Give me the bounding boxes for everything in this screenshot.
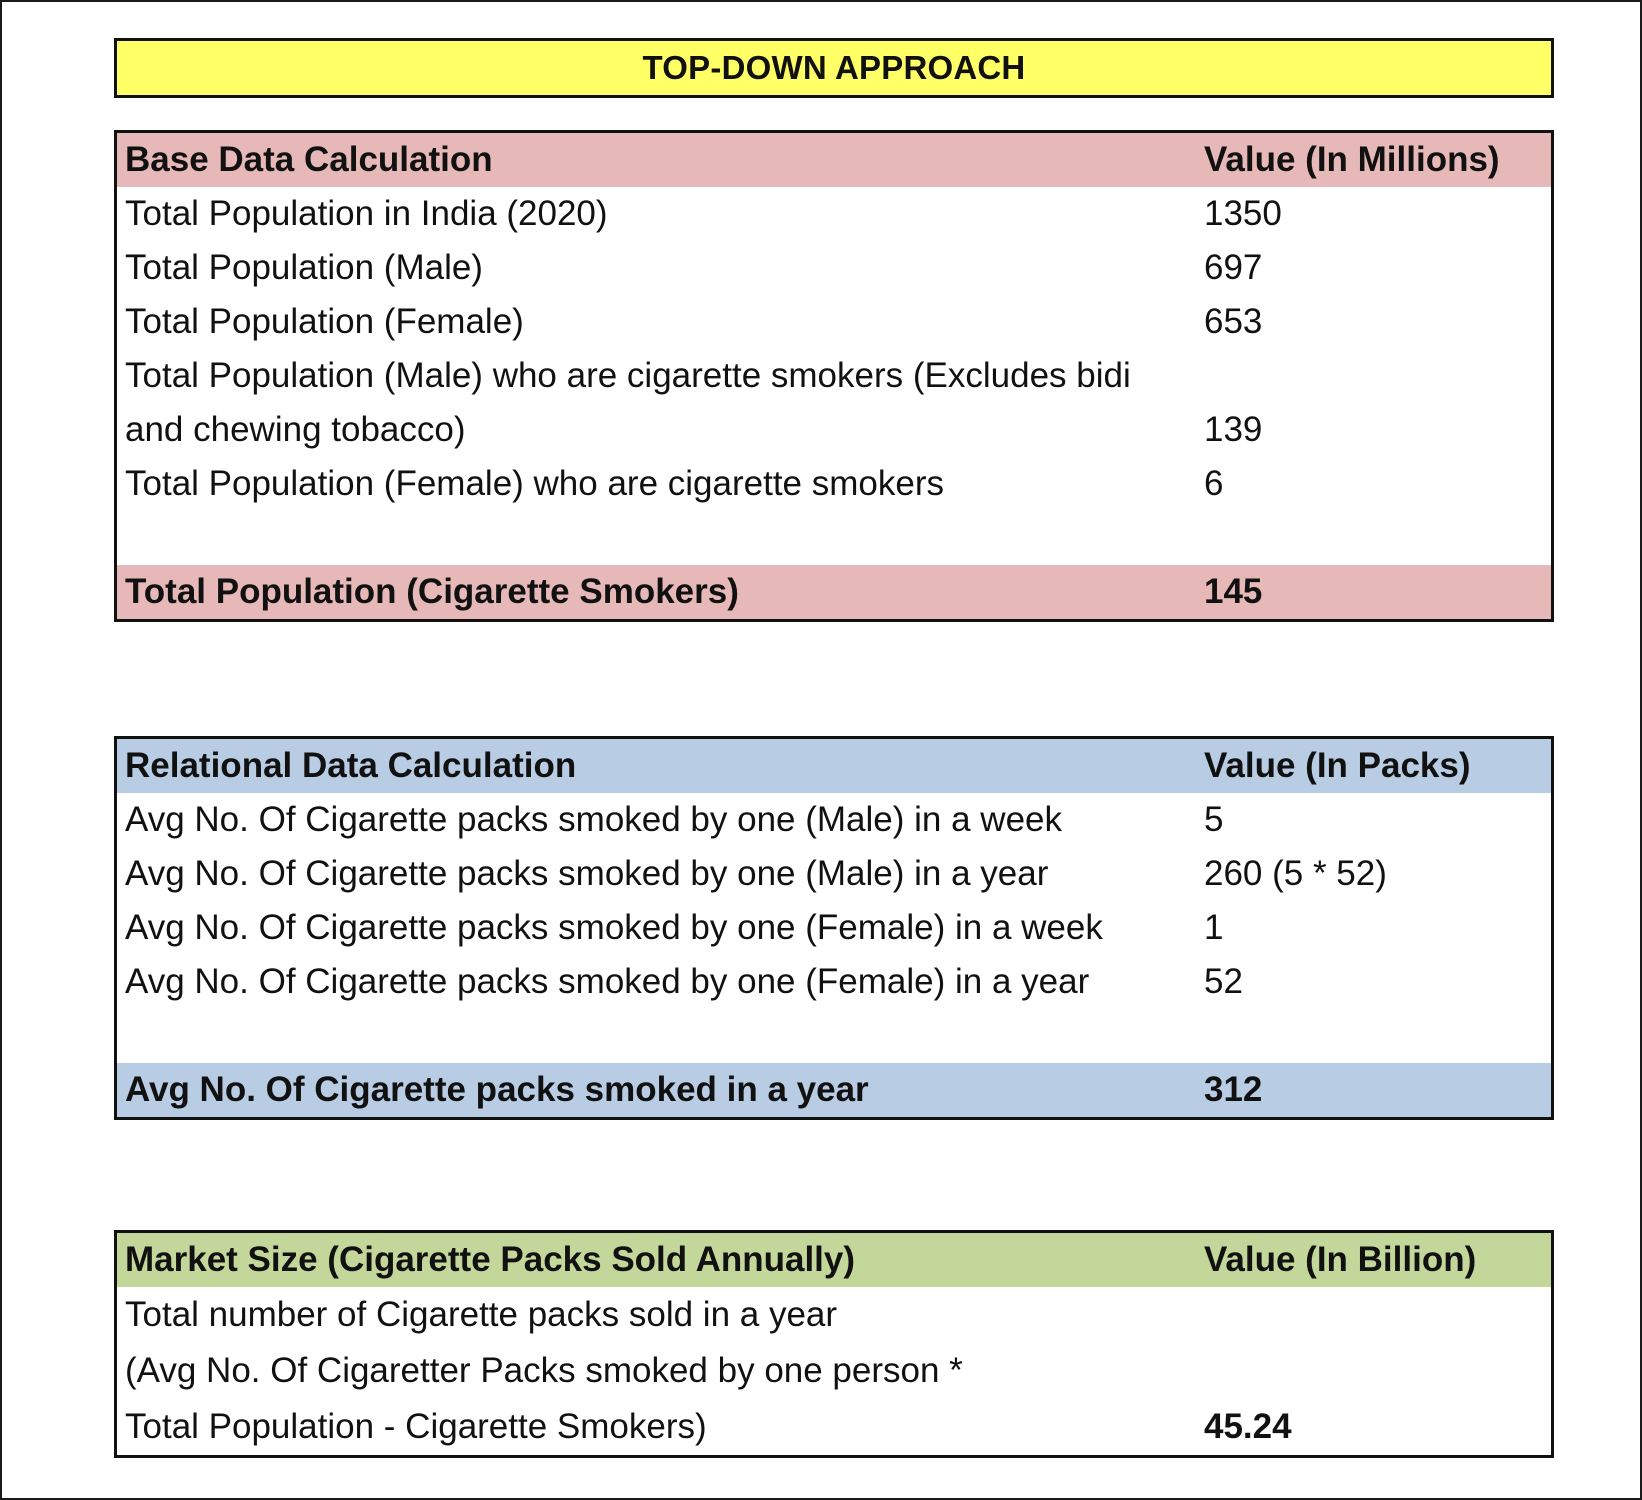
relational-header-value: Value (In Packs) xyxy=(1204,746,1471,785)
row-label: Total Population (Female) xyxy=(125,302,524,341)
page-title: TOP-DOWN APPROACH xyxy=(114,38,1554,98)
table-row xyxy=(117,847,1551,901)
table-row xyxy=(117,457,1551,511)
row-label: Total Population (Female) who are cigarette smokers xyxy=(125,464,944,503)
row-value: 139 xyxy=(1204,410,1263,449)
table-row xyxy=(117,403,1551,457)
row-label: Avg No. Of Cigarette packs smoked by one (Male) in a year xyxy=(125,854,1049,893)
relational-total-label: Avg No. Of Cigarette packs smoked in a year xyxy=(125,1070,869,1109)
base-total-label: Total Population (Cigarette Smokers) xyxy=(125,572,739,611)
table-row xyxy=(117,349,1551,403)
base-total-value: 145 xyxy=(1204,572,1263,611)
row-value: 260 (5 * 52) xyxy=(1204,854,1387,893)
market-line xyxy=(117,1287,1551,1343)
relational-header-row xyxy=(117,739,1551,793)
row-value: 1350 xyxy=(1204,194,1282,233)
base-data-table xyxy=(114,130,1554,622)
row-value: 1 xyxy=(1204,908,1224,947)
table-row xyxy=(117,241,1551,295)
market-line-text: Total Population - Cigarette Smokers) xyxy=(125,1407,707,1446)
row-label: and chewing tobacco) xyxy=(125,410,466,449)
row-value: 6 xyxy=(1204,464,1224,503)
row-value: 697 xyxy=(1204,248,1263,287)
relational-header-label: Relational Data Calculation xyxy=(125,746,577,785)
table-row xyxy=(117,793,1551,847)
relational-data-table xyxy=(114,736,1554,1120)
row-label: Avg No. Of Cigarette packs smoked by one (Female) in a week xyxy=(125,908,1103,947)
row-value: 52 xyxy=(1204,962,1243,1001)
market-size-value: 45.24 xyxy=(1204,1407,1292,1446)
market-line xyxy=(117,1343,1551,1399)
market-line-text: Total number of Cigarette packs sold in a year xyxy=(125,1295,838,1334)
market-size-table xyxy=(114,1230,1554,1458)
row-label: Total Population (Male) xyxy=(125,248,483,287)
market-line xyxy=(117,1399,1551,1455)
spacer-row xyxy=(117,511,1551,565)
table-row xyxy=(117,901,1551,955)
table-row xyxy=(117,295,1551,349)
base-header-row xyxy=(117,133,1551,187)
base-header-value: Value (In Millions) xyxy=(1204,140,1500,179)
row-label: Total Population (Male) who are cigarette smokers (Excludes bidi xyxy=(125,356,1131,395)
table-row xyxy=(117,955,1551,1009)
relational-total-value: 312 xyxy=(1204,1070,1263,1109)
base-total-row xyxy=(117,565,1551,619)
market-header-label: Market Size (Cigarette Packs Sold Annually) xyxy=(125,1240,856,1279)
row-label: Total Population in India (2020) xyxy=(125,194,608,233)
relational-total-row xyxy=(117,1063,1551,1117)
spacer-row xyxy=(117,1009,1551,1063)
market-header-row xyxy=(117,1233,1551,1287)
market-header-value: Value (In Billion) xyxy=(1204,1240,1477,1279)
row-label: Avg No. Of Cigarette packs smoked by one (Female) in a year xyxy=(125,962,1090,1001)
market-line-text: (Avg No. Of Cigaretter Packs smoked by one person * xyxy=(125,1351,963,1390)
row-value: 653 xyxy=(1204,302,1263,341)
row-value: 5 xyxy=(1204,800,1224,839)
row-label: Avg No. Of Cigarette packs smoked by one (Male) in a week xyxy=(125,800,1063,839)
table-row xyxy=(117,187,1551,241)
base-header-label: Base Data Calculation xyxy=(125,140,493,179)
